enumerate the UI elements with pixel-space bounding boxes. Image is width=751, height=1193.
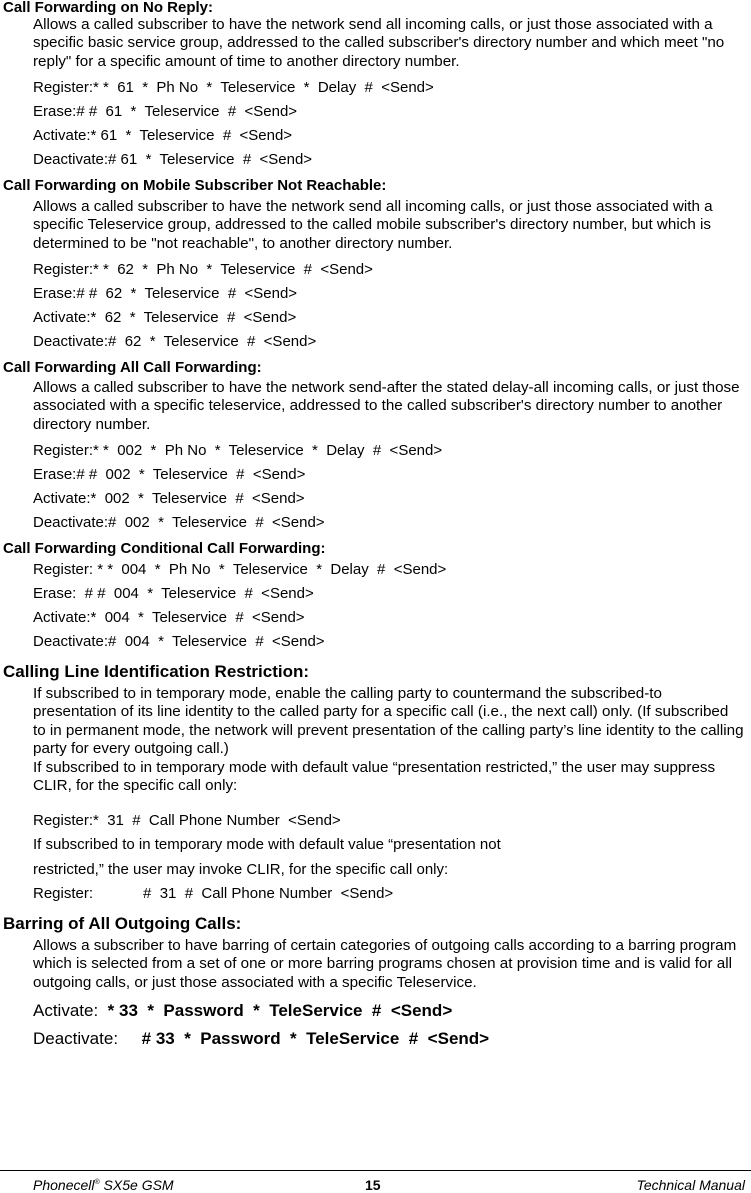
code-deactivate: Deactivate:# 004 * Teleservice # <Send> [33, 633, 325, 650]
section-description: Allows a subscriber to have barring of certain categories of outgoing calls according to a barring program which is selected from a set of one or more barring programs chosen at provision time and is valid for all outgoing calls, or just those associated with a specific Teleservice. [33, 937, 737, 991]
footer-product: Phonecell® SX5e GSM [33, 1177, 174, 1193]
paragraph-line: If subscribed to in temporary mode with default value “presentation not [33, 836, 501, 853]
section-heading: Call Forwarding Conditional Call Forwarding: [3, 540, 326, 557]
section-heading: Calling Line Identification Restriction: [3, 662, 310, 681]
code-activate: Activate:* 61 * Teleservice # <Send> [33, 127, 293, 144]
code-activate: Activate:* 004 * Teleservice # <Send> [33, 609, 305, 626]
code-deactivate: Deactivate:# 002 * Teleservice # <Send> [33, 514, 325, 531]
section-description: Allows a called subscriber to have the network send all incoming calls, or just those associated with a specific Teleservice group, addressed to the called mobile subscriber's directory number, but which is determined to be "not reachable", to another directory number. [33, 198, 713, 252]
code-activate: Activate:* 002 * Teleservice # <Send> [33, 490, 305, 507]
code-deactivate: Deactivate:# 61 * Teleservice # <Send> [33, 151, 313, 168]
code-register-suppress: Register:* 31 # Call Phone Number <Send> [33, 812, 341, 829]
code-sequence: * 33 * Password * TeleService # <Send> [107, 1001, 453, 1020]
section-description-2: If subscribed to in temporary mode with default value “presentation restricted,” the user may suppress CLIR, for the specific call only: [33, 759, 716, 795]
page-footer [0, 1170, 751, 1193]
footer-title: Technical Manual [636, 1177, 745, 1193]
section-description: Allows a called subscriber to have the network send all incoming calls, or just those associated with a specific basic service group, addressed to the called subscriber's directory number and which meet "no reply" for a specific amount of time to another directory number. [33, 16, 725, 70]
section-heading: Barring of All Outgoing Calls: [3, 914, 242, 933]
code-register: Register:* * 002 * Ph No * Teleservice * Delay # <Send> [33, 442, 443, 459]
section-description: If subscribed to in temporary mode, enable the calling party to countermand the subscribed-to presentation of its line identity to the called party for a specific call (i.e., the next call) only. (If subscribed to in permanent mode, the network will prevent presentation of the calling party’s line identity to the calling party for every outgoing call.) [33, 685, 744, 757]
section-heading: Call Forwarding All Call Forwarding: [3, 359, 262, 376]
paragraph-line: restricted,” the user may invoke CLIR, for the specific call only: [33, 861, 449, 878]
code-deactivate [33, 1029, 489, 1049]
code-register: Register:* * 61 * Ph No * Teleservice * Delay # <Send> [33, 79, 434, 96]
section-heading: Call Forwarding on Mobile Subscriber Not Reachable: [3, 177, 387, 194]
code-activate [33, 1001, 452, 1021]
code-erase: Erase:# # 62 * Teleservice # <Send> [33, 285, 298, 302]
code-activate: Activate:* 62 * Teleservice # <Send> [33, 309, 297, 326]
code-sequence: # 33 * Password * TeleService # <Send> [141, 1029, 490, 1048]
code-label: Deactivate: [33, 1029, 119, 1048]
page-number: 15 [365, 1177, 381, 1193]
code-register: Register: * * 004 * Ph No * Teleservice * Delay # <Send> [33, 561, 447, 578]
code-register-invoke: Register: # 31 # Call Phone Number <Send> [33, 885, 394, 902]
code-label: Activate: [33, 1001, 99, 1020]
code-register: Register:* * 62 * Ph No * Teleservice # <Send> [33, 261, 373, 278]
section-description: Allows a called subscriber to have the network send-after the stated delay-all incoming calls, or just those associated with a specific teleservice, addressed to the called subscriber's directory number to another directory number. [33, 379, 740, 433]
code-erase: Erase: # # 004 * Teleservice # <Send> [33, 585, 314, 602]
code-erase: Erase:# # 61 * Teleservice # <Send> [33, 103, 298, 120]
section-heading: Call Forwarding on No Reply: [3, 0, 214, 16]
code-erase: Erase:# # 002 * Teleservice # <Send> [33, 466, 306, 483]
code-deactivate: Deactivate:# 62 * Teleservice # <Send> [33, 333, 317, 350]
